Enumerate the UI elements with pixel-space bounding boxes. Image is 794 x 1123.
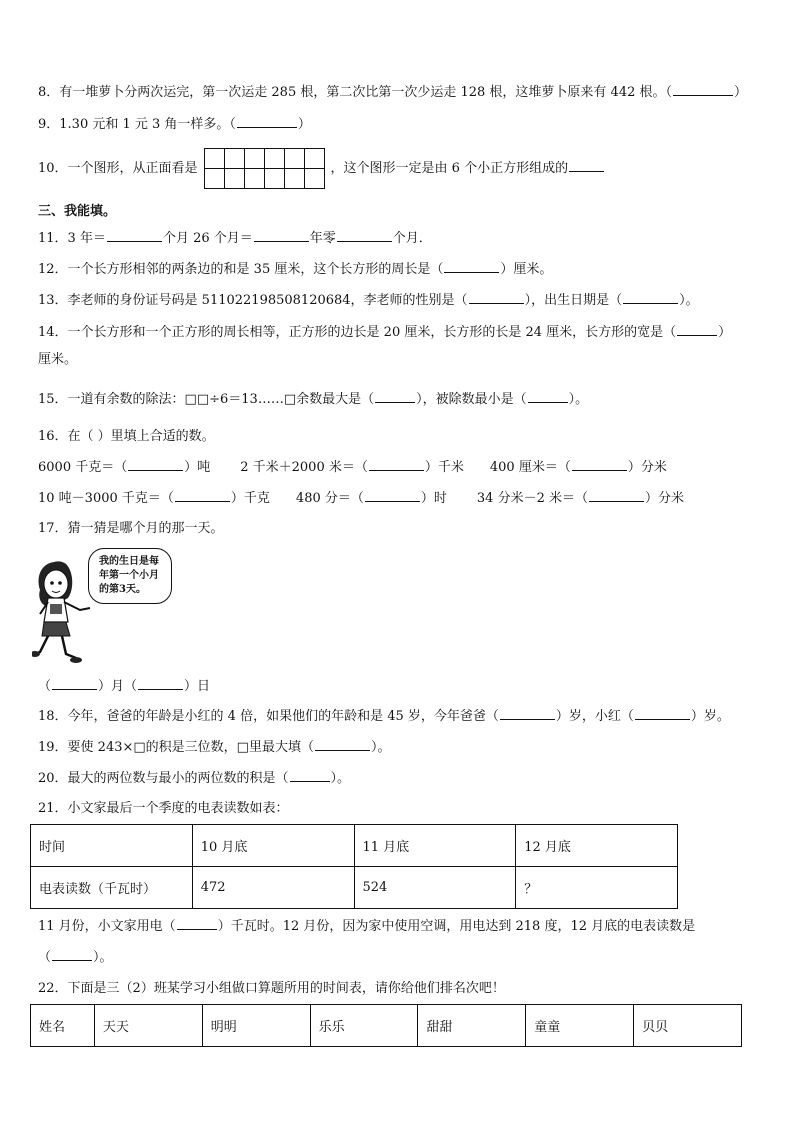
table-cell: 天天 [94, 1005, 202, 1047]
question-21-part: ）千瓦时。12 月份，因为家中使用空调，用电达到 218 度，12 月底的电表读数是 [217, 919, 696, 934]
answer-blank[interactable] [635, 707, 690, 720]
question-17-answer [38, 677, 210, 696]
question-13-part: 13．李老师的身份证号码是 511022198508120684，李老师的性别是（ [38, 293, 468, 308]
answer-blank[interactable] [254, 229, 309, 242]
question-9-end: ） [297, 117, 311, 132]
question-16-row-1 [38, 458, 667, 477]
conversion-unit: ）分米 [627, 460, 667, 475]
question-16: 16．在（ ）里填上合适的数。 [38, 429, 215, 444]
question-12 [38, 260, 552, 279]
question-19-end: ）。 [370, 740, 391, 755]
question-9-text: 9．1.30 元和 1 元 3 角一样多。（ [38, 117, 236, 132]
question-10-text: 10．一个图形，从正面看是 [38, 161, 198, 176]
conversion-text: 10 吨－3000 千克＝（ [38, 491, 174, 506]
question-18 [38, 707, 730, 726]
answer-paren: ）日 [184, 679, 211, 694]
question-21-sub-cont [38, 948, 113, 967]
answer-blank[interactable] [52, 948, 92, 961]
question-11 [38, 229, 432, 248]
question-11-part: 个月． [392, 231, 432, 246]
question-18-part: 18．今年，爸爸的年龄是小红的 4 倍，如果他们的年龄和是 45 岁，今年爸爸（ [38, 709, 499, 724]
answer-blank[interactable] [175, 489, 230, 502]
table-header: 10 月底 [192, 825, 354, 867]
answer-blank[interactable] [365, 489, 420, 502]
table-cell: 472 [192, 867, 354, 909]
answer-blank[interactable] [237, 115, 297, 128]
table-cell: 童童 [526, 1005, 634, 1047]
conversion-unit: ）吨 [184, 460, 211, 475]
question-20-end: ）。 [330, 771, 351, 786]
question-21-part: 11 月份，小文家用电（ [38, 919, 176, 934]
answer-paren: ）月（ [98, 679, 138, 694]
timing-table [30, 1004, 742, 1047]
answer-blank[interactable] [444, 260, 499, 273]
question-12-text: 12．一个长方形相邻的两条边的和是 35 厘米，这个长方形的周长是（ [38, 262, 444, 277]
answer-blank[interactable] [572, 458, 627, 471]
section-heading: 三、我能填。 [38, 204, 117, 219]
answer-blank[interactable] [677, 323, 717, 336]
conversion-text: 34 分米－2 米＝（ [476, 491, 588, 506]
answer-blank[interactable] [623, 291, 678, 304]
table-cell: 电表读数（千瓦时） [31, 867, 193, 909]
question-20 [38, 769, 350, 788]
table-cell: 甜甜 [418, 1005, 526, 1047]
answer-blank[interactable] [315, 738, 370, 751]
question-11-part: 年零 [309, 231, 336, 246]
speech-bubble: 我的生日是每年第一个小月的第3天。 [88, 548, 172, 604]
answer-blank[interactable] [138, 677, 183, 690]
question-19 [38, 738, 390, 757]
question-21-sub [38, 917, 695, 936]
question-11-part: 个月 26 个月＝ [162, 231, 253, 246]
question-16-row-2 [38, 489, 684, 508]
meter-reading-table [30, 824, 678, 909]
answer-paren: （ [38, 679, 52, 694]
answer-paren: （ [38, 950, 52, 965]
conversion-text: 6000 千克＝（ [38, 460, 128, 475]
table-cell: 乐乐 [310, 1005, 418, 1047]
answer-blank[interactable] [500, 707, 555, 720]
question-15-part: 15．一道有余数的除法：□□÷6＝13……□余数最大是（ [38, 392, 375, 407]
question-14-end: ） [718, 325, 732, 340]
answer-blank[interactable] [337, 229, 392, 242]
answer-blank[interactable] [128, 458, 183, 471]
question-18-part: ）岁。 [690, 709, 730, 724]
answer-blank[interactable] [107, 229, 162, 242]
answer-blank[interactable] [290, 769, 330, 782]
question-21: 21．小文家最后一个季度的电表读数如表： [38, 801, 289, 816]
table-cell: 524 [354, 867, 516, 909]
question-22: 22．下面是三（2）班某学习小组做口算题所用的时间表，请你给他们排名次吧！ [38, 981, 505, 996]
table-cell: 贝贝 [634, 1005, 742, 1047]
table-header: 姓名 [31, 1005, 95, 1047]
answer-blank[interactable] [375, 390, 415, 403]
question-8-end: ） [734, 85, 748, 100]
answer-paren: ）。 [93, 950, 113, 965]
question-13-part: ），出生日期是（ [524, 293, 623, 308]
conversion-text: 400 厘米＝（ [489, 460, 571, 475]
question-20-text: 20．最大的两位数与最小的两位数的积是（ [38, 771, 289, 786]
table-header: 12 月底 [516, 825, 678, 867]
answer-blank[interactable] [369, 458, 424, 471]
conversion-text: 2 千米＋2000 米＝（ [240, 460, 368, 475]
answer-blank[interactable] [589, 489, 644, 502]
question-14-text: 14．一个长方形和一个正方形的周长相等，正方形的边长是 20 厘米，长方形的长是 24 厘米，长方形的宽是（ [38, 325, 677, 340]
answer-blank[interactable] [52, 677, 97, 690]
conversion-unit: ）分米 [644, 491, 684, 506]
conversion-unit: ）时 [420, 491, 447, 506]
answer-blank[interactable] [673, 83, 733, 96]
answer-blank[interactable] [569, 159, 604, 172]
table-cell: 明明 [202, 1005, 310, 1047]
question-11-part: 11．3 年＝ [38, 231, 106, 246]
table-cell: ？ [516, 867, 678, 909]
conversion-unit: ）千克 [230, 491, 270, 506]
question-10-text-end: ，这个图形一定是由 6 个小正方形组成的 [330, 161, 569, 176]
answer-blank[interactable] [469, 291, 524, 304]
question-13 [38, 291, 699, 310]
question-14-cont: 厘米。 [38, 352, 78, 367]
question-14 [38, 323, 731, 342]
front-view-grid [204, 148, 325, 189]
conversion-text: 480 分＝（ [295, 491, 364, 506]
question-10 [38, 148, 605, 190]
question-8-text: 8．有一堆萝卜分两次运完，第一次运走 285 根，第二次比第一次少运走 128 根，这堆萝卜原来有 442 根。（ [38, 85, 673, 100]
question-9 [38, 115, 311, 134]
answer-blank[interactable] [528, 390, 568, 403]
question-8 [38, 83, 747, 102]
question-12-end: ）厘米。 [500, 262, 553, 277]
question-15 [38, 390, 588, 409]
question-15-part: ）。 [568, 392, 589, 407]
question-13-part: ）。 [679, 293, 699, 308]
question-18-part: ）岁，小红（ [555, 709, 634, 724]
table-header: 11 月底 [354, 825, 516, 867]
question-19-text: 19．要使 243×□的积是三位数，□里最大填（ [38, 740, 314, 755]
girl-illustration [32, 556, 102, 668]
conversion-unit: ）千米 [424, 460, 464, 475]
question-15-part: ），被除数最小是（ [416, 392, 527, 407]
table-header: 时间 [31, 825, 193, 867]
answer-blank[interactable] [177, 917, 217, 930]
question-17: 17．猜一猜是哪个月的那一天。 [38, 521, 224, 536]
